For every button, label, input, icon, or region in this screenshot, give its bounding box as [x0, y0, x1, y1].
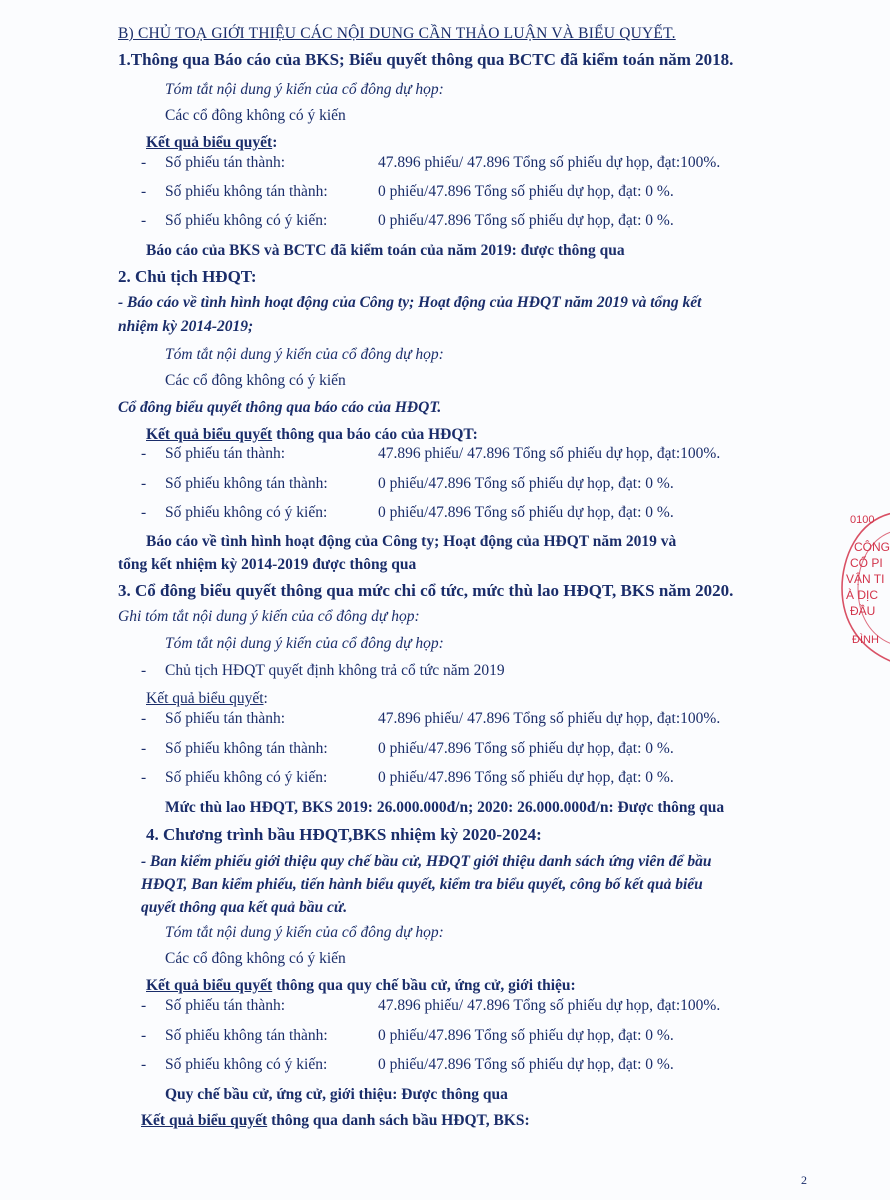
- s2-sub-line-2: nhiệm kỳ 2014-2019;: [118, 318, 254, 335]
- s1-label-for: Số phiếu tán thành:: [165, 154, 286, 171]
- s4-conclusion: Quy chế bầu cử, ứng cử, giới thiệu: Được thông qua: [165, 1086, 508, 1103]
- s2-summary-label: Tóm tắt nội dung ý kiến của cổ đông dự họp:: [165, 346, 444, 363]
- s1-value-against: 0 phiếu/47.896 Tổng số phiếu dự họp, đạt: 0 %.: [378, 183, 674, 200]
- s1-dash-for: -: [141, 154, 147, 171]
- s1-dash-abstain: -: [141, 212, 147, 229]
- s2-dash-for: -: [141, 445, 147, 462]
- s2-sub-line-1: - Báo cáo về tình hình hoạt động của Công ty; Hoạt động của HĐQT năm 2019 và tổng kết: [118, 294, 702, 311]
- s1-heading: 1.Thông qua Báo cáo của BKS; Biểu quyết thông qua BCTC đã kiểm toán năm 2018.: [118, 50, 734, 69]
- s3-dash-for: -: [141, 710, 147, 727]
- s2-approve: Cổ đông biểu quyết thông qua báo cáo của HĐQT.: [118, 399, 442, 416]
- page-number: 2: [801, 1173, 807, 1187]
- stamp-line-3: CỔ PI: [850, 556, 883, 570]
- s3-value-against: 0 phiếu/47.896 Tổng số phiếu dự họp, đạt: 0 %.: [378, 740, 674, 757]
- stamp-line-6: ĐẦU: [850, 604, 876, 618]
- s4-value-for: 47.896 phiếu/ 47.896 Tổng số phiếu dự họp, đạt:100%.: [378, 997, 721, 1014]
- s2-value-against: 0 phiếu/47.896 Tổng số phiếu dự họp, đạt: 0 %.: [378, 475, 674, 492]
- s4-dash-abstain: -: [141, 1056, 147, 1073]
- s4-no-opinion: Các cổ đông không có ý kiến: [165, 950, 346, 967]
- s3-label-for: Số phiếu tán thành:: [165, 710, 286, 727]
- s2-label-abstain: Số phiếu không có ý kiến:: [165, 504, 328, 521]
- s3-opinion: Chủ tịch HĐQT quyết định không trả cổ tức năm 2019: [165, 662, 505, 679]
- s2-value-abstain: 0 phiếu/47.896 Tổng số phiếu dự họp, đạt: 0 %.: [378, 504, 674, 521]
- s2-result-heading: Kết quả biểu quyết thông qua báo cáo của HĐQT:: [146, 426, 478, 443]
- s3-result-heading: Kết quả biểu quyết:: [146, 690, 268, 707]
- s2-heading: 2. Chủ tịch HĐQT:: [118, 267, 257, 286]
- stamp-line-5: À DỊC: [846, 588, 879, 602]
- s1-no-opinion: Các cổ đông không có ý kiến: [165, 107, 346, 124]
- stamp-line-7: ĐÌNH: [852, 634, 879, 646]
- s1-dash-against: -: [141, 183, 147, 200]
- s4-value-against: 0 phiếu/47.896 Tổng số phiếu dự họp, đạt: 0 %.: [378, 1027, 674, 1044]
- s1-value-for: 47.896 phiếu/ 47.896 Tổng số phiếu dự họp, đạt:100%.: [378, 154, 721, 171]
- s3-label-abstain: Số phiếu không có ý kiến:: [165, 769, 328, 786]
- s2-no-opinion: Các cổ đông không có ý kiến: [165, 372, 346, 389]
- s1-label-against: Số phiếu không tán thành:: [165, 183, 328, 200]
- s3-conclusion: Mức thù lao HĐQT, BKS 2019: 26.000.000đ/n; 2020: 26.000.000đ/n: Được thông qua: [165, 799, 725, 816]
- s3-value-for: 47.896 phiếu/ 47.896 Tổng số phiếu dự họp, đạt:100%.: [378, 710, 721, 727]
- s3-ghi: Ghi tóm tắt nội dung ý kiến của cổ đông dự họp:: [118, 608, 420, 625]
- s3-dash-abstain: -: [141, 769, 147, 786]
- stamp-line-2: CÔNG: [854, 540, 890, 554]
- s2-dash-against: -: [141, 475, 147, 492]
- s3-label-against: Số phiếu không tán thành:: [165, 740, 328, 757]
- s4-sub-line-2: HĐQT, Ban kiểm phiếu, tiến hành biểu quyết, kiểm tra biểu quyết, công bố kết quả biểu: [141, 876, 703, 893]
- s4-dash-against: -: [141, 1027, 147, 1044]
- s4-summary-label: Tóm tắt nội dung ý kiến của cổ đông dự họp:: [165, 924, 444, 941]
- s2-conclusion-1: Báo cáo về tình hình hoạt động của Công ty; Hoạt động của HĐQT năm 2019 và: [146, 533, 677, 550]
- s1-label-abstain: Số phiếu không có ý kiến:: [165, 212, 328, 229]
- s4-sub-line-1: - Ban kiểm phiếu giới thiệu quy chế bầu cử, HĐQT giới thiệu danh sách ứng viên để bầu: [141, 853, 712, 870]
- s4-dash-for: -: [141, 997, 147, 1014]
- s2-value-for: 47.896 phiếu/ 47.896 Tổng số phiếu dự họp, đạt:100%.: [378, 445, 721, 462]
- s4-label-for: Số phiếu tán thành:: [165, 997, 286, 1014]
- s4-final-result-heading: Kết quả biểu quyết thông qua danh sách bầu HĐQT, BKS:: [141, 1112, 530, 1129]
- s4-label-abstain: Số phiếu không có ý kiến:: [165, 1056, 328, 1073]
- s4-label-against: Số phiếu không tán thành:: [165, 1027, 328, 1044]
- s1-conclusion: Báo cáo của BKS và BCTC đã kiểm toán của năm 2019: được thông qua: [146, 242, 625, 259]
- s1-summary-label: Tóm tắt nội dung ý kiến của cổ đông dự họp:: [165, 81, 444, 98]
- s3-summary-label: Tóm tắt nội dung ý kiến của cổ đông dự họp:: [165, 635, 444, 652]
- s2-dash-abstain: -: [141, 504, 147, 521]
- stamp-line-1: 0100: [850, 514, 875, 526]
- s3-opinion-dash: -: [141, 662, 147, 679]
- s2-conclusion-2: tổng kết nhiệm kỳ 2014-2019 được thông qua: [118, 556, 417, 573]
- s2-label-for: Số phiếu tán thành:: [165, 445, 286, 462]
- s3-value-abstain: 0 phiếu/47.896 Tổng số phiếu dự họp, đạt: 0 %.: [378, 769, 674, 786]
- s4-sub-line-3: quyết thông qua kết quả bầu cử.: [141, 899, 348, 916]
- s4-heading: 4. Chương trình bầu HĐQT,BKS nhiệm kỳ 2020-2024:: [146, 825, 542, 844]
- s2-label-against: Số phiếu không tán thành:: [165, 475, 328, 492]
- s1-result-heading: Kết quả biểu quyết:: [146, 134, 278, 151]
- s1-value-abstain: 0 phiếu/47.896 Tổng số phiếu dự họp, đạt: 0 %.: [378, 212, 674, 229]
- section-b-title: B) CHỦ TOẠ GIỚI THIỆU CÁC NỘI DUNG CẦN THẢO LUẬN VÀ BIỂU QUYẾT.: [118, 25, 676, 42]
- stamp-line-4: VẬN TI: [846, 572, 885, 586]
- s4-result-heading: Kết quả biểu quyết thông qua quy chế bầu cử, ứng cử, giới thiệu:: [146, 977, 576, 994]
- s3-heading: 3. Cổ đông biểu quyết thông qua mức chi cổ tức, mức thù lao HĐQT, BKS năm 2020.: [118, 581, 734, 600]
- s4-value-abstain: 0 phiếu/47.896 Tổng số phiếu dự họp, đạt: 0 %.: [378, 1056, 674, 1073]
- s3-dash-against: -: [141, 740, 147, 757]
- company-stamp: [838, 500, 890, 670]
